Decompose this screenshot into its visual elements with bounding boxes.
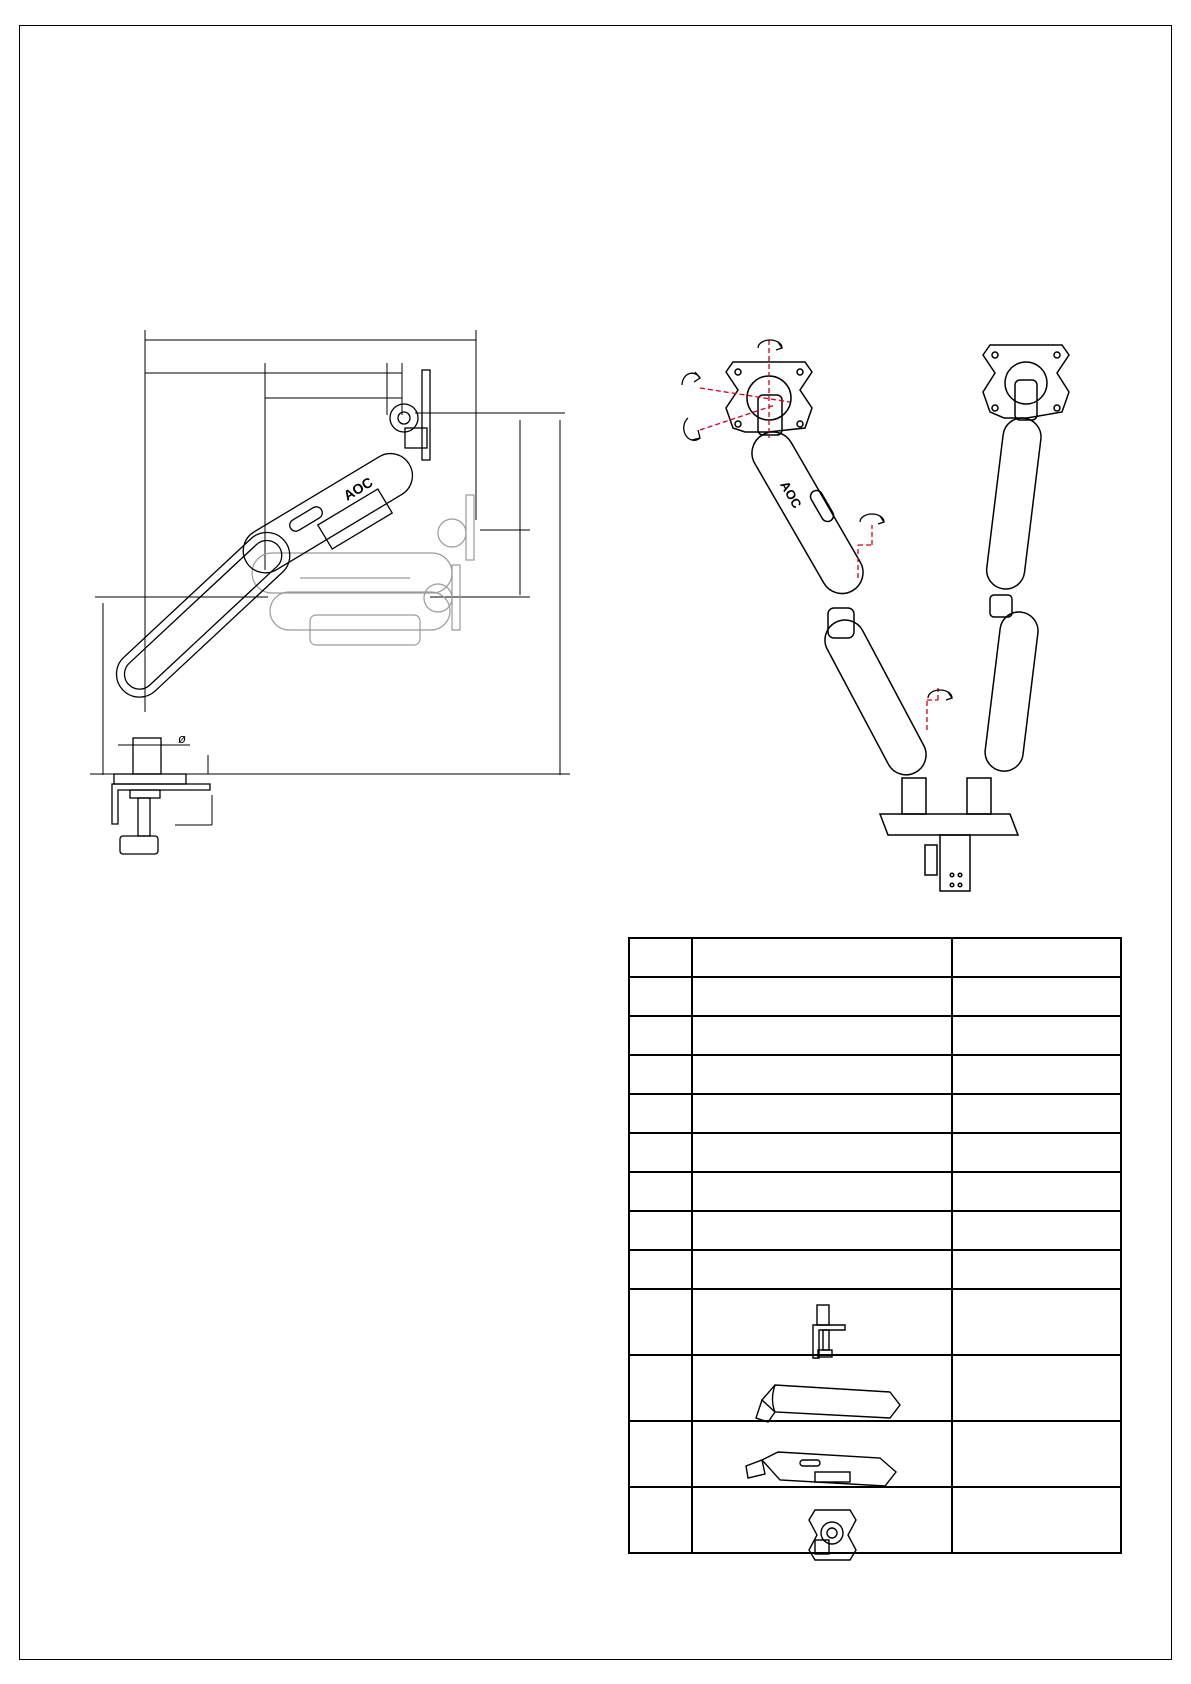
right-upper-arm — [984, 416, 1043, 617]
dual-arm-diagram — [682, 340, 1069, 891]
table-row — [629, 938, 1121, 977]
table-row — [629, 1211, 1121, 1250]
right-vesa-plate — [983, 345, 1069, 420]
parts-table — [628, 937, 1122, 1554]
pole-and-base — [112, 738, 210, 854]
dual-brand-logo: AOC — [777, 478, 805, 511]
table-row — [629, 977, 1121, 1016]
table-row — [629, 1250, 1121, 1289]
upper-arm — [235, 445, 421, 581]
rotation-guides — [700, 340, 938, 730]
table-row — [629, 1016, 1121, 1055]
right-lower-arm — [983, 610, 1040, 773]
monitor-head — [390, 370, 430, 460]
table-row — [629, 1055, 1121, 1094]
left-lower-arm — [818, 608, 933, 782]
side-view-diagram — [90, 330, 570, 854]
brand-logo: AOC — [340, 473, 376, 504]
left-upper-arm — [744, 424, 870, 601]
table-row — [629, 1289, 1121, 1355]
table-row — [629, 1421, 1121, 1487]
table-row — [629, 1133, 1121, 1172]
diameter-symbol: ø — [178, 731, 186, 746]
table-row — [629, 1355, 1121, 1421]
table-row — [629, 1487, 1121, 1553]
table-row — [629, 1094, 1121, 1133]
dual-base — [880, 778, 1018, 891]
table-row — [629, 1172, 1121, 1211]
tilt-arrow-icon — [682, 340, 952, 700]
